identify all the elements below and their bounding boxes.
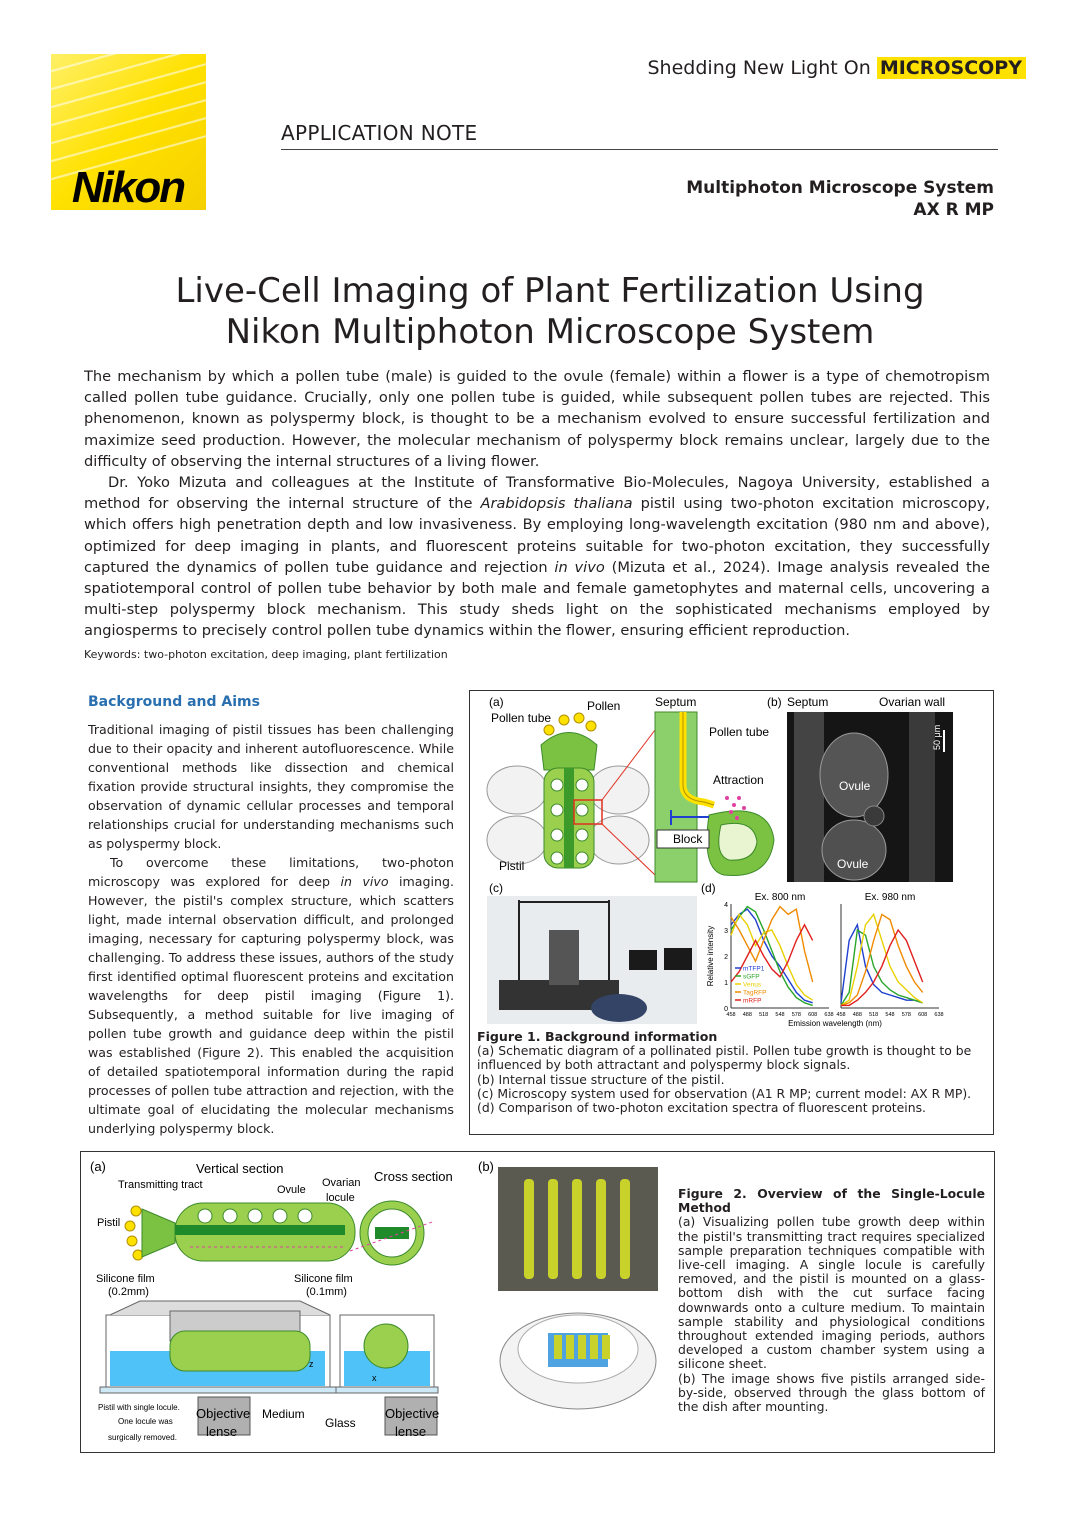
fig2-label-glass: Glass bbox=[325, 1416, 356, 1430]
abstract-paragraph-1: The mechanism by which a pollen tube (male) is guided to the ovule (female) within a flower is a type of chemotropism called pollen tube guidance. Crucially, only one pollen tube is guided, while subsequent pollen tubes are rejected. This phenomenon, known as polyspermy block, is thought to be a mechanism evolved to ensure successful fertilization and maximize seed production. However, the molecular mechanism of polyspermy block remains unclear, largely due to the difficulty of observing the internal structures of a living flower. bbox=[84, 368, 990, 470]
fig1-caption-title: Figure 1. Background information bbox=[477, 1029, 718, 1044]
spectra-y-tick: 0 bbox=[724, 1006, 728, 1013]
tagline-highlight: MICROSCOPY bbox=[877, 57, 1026, 79]
spectra-x-tick: 608 bbox=[808, 1012, 818, 1018]
background-p2-b: imaging. However, the pistil's complex structure, which scatters light, made internal observation difficult, and prolonged imaging, necessary for capturing polyspermy block, was challenging. To address these issues, authors of the study first identified optimal fluorescent proteins and excitation wavelengths for deep pistil imaging (Figure 1). Subsequently, a method suitable for live imaging of pollen tube growth and guidance deep within the pistil was established (Figure 2). This enabled the acquisition of detailed spatiotemporal information during the rapid processes of pollen tube attraction and rejection, with the ultimate goal of elucidating the molecular mechanisms underlying polyspermy block. bbox=[88, 874, 454, 1136]
fig2-label-transmitting: Transmitting tract bbox=[118, 1179, 203, 1191]
spectra-x-tick: 578 bbox=[791, 1012, 801, 1018]
title-line-2: Nikon Multiphoton Microscope System bbox=[225, 312, 875, 352]
fig2-label-silicone-1b: (0.2mm) bbox=[108, 1286, 149, 1298]
background-paragraph-1: Traditional imaging of pistil tissues has been challenging due to their opacity and inherent autofluorescence. While conventional methods like dissection and chemical fixation provide structural insights, they compromise the observation of dynamic cellular processes and temporal relationships crucial for understanding mechanisms such as polyspermy block. bbox=[88, 722, 454, 851]
figure-1-caption bbox=[477, 1030, 977, 1115]
fig1-panel-d-label: (d) bbox=[701, 881, 716, 895]
spectra-x-label: Emission wavelength (nm) bbox=[788, 1019, 882, 1028]
fig1-label-septum: Septum bbox=[655, 695, 697, 709]
spectra-x-tick: 638 bbox=[934, 1012, 944, 1018]
fig2-label-objective-1: Objective bbox=[196, 1406, 251, 1421]
tagline-prefix: Shedding New Light On bbox=[647, 57, 871, 79]
spectra-x-tick: 518 bbox=[869, 1012, 879, 1018]
spectra-y-tick: 1 bbox=[724, 980, 728, 987]
fig1-label-ovule-1: Ovule bbox=[839, 779, 871, 793]
section-heading-background: Background and Aims bbox=[88, 694, 260, 710]
fig2-panel-b-label: (b) bbox=[478, 1159, 494, 1174]
doc-type: APPLICATION NOTE bbox=[281, 121, 478, 145]
fig1-label-block: Block bbox=[673, 832, 703, 846]
fig1-caption-d: (d) Comparison of two-photon excitation spectra of fluorescent proteins. bbox=[477, 1100, 926, 1116]
fig2-panel-a-label: (a) bbox=[90, 1159, 106, 1174]
title-line-1: Live-Cell Imaging of Plant Fertilization Using bbox=[175, 271, 925, 311]
fig2-label-pistil: Pistil bbox=[97, 1217, 121, 1229]
fig1-label-pollen-tube-2: Pollen tube bbox=[709, 725, 770, 739]
brand-text: Nikon bbox=[71, 163, 185, 210]
fig1-caption-a: (a) Schematic diagram of a pollinated pistil. Pollen tube growth is thought to be influenced by both attractant and polyspermy block signals. bbox=[477, 1043, 972, 1073]
spectra-legend-mtfp1: mTFP1 bbox=[743, 965, 765, 973]
fig2-label-silicone-1: Silicone film bbox=[96, 1273, 155, 1285]
spectra-panel-title: Ex. 800 nm bbox=[754, 892, 806, 903]
spectra-x-tick: 548 bbox=[885, 1012, 895, 1018]
fig2-label-objective-2: Objective bbox=[385, 1406, 440, 1421]
abstract-p2-b: pistil using two-photon excitation microscopy, which offers high penetration depth and low invasiveness. By employing long-wavelength excitation (980 nm and above), optimized for deep imaging in plants, and fluorescent proteins suitable for two-photon excitation, they successfully captured the dynamics of pollen tube guidance and rejection bbox=[84, 495, 990, 576]
fig2-label-locule: locule bbox=[326, 1192, 355, 1204]
spectra-x-tick: 548 bbox=[775, 1012, 785, 1018]
background-p2-invivo: in vivo bbox=[340, 874, 389, 889]
abstract-p2-c: (Mizuta et al., 2024). Image analysis revealed the spatiotemporal control of pollen tube behavior by both male and female gametophytes and maternal cells, uncovering a multi-step polyspermy block mechanism. This study sheds light on the sophisticated mechanisms employed by angiosperms to precisely control pollen tube dynamics within the flower, ensuring efficient reproduction. bbox=[84, 558, 991, 640]
fig2-axis-x: x bbox=[372, 1373, 377, 1383]
fig1-scale-bar-label: 50 μm bbox=[932, 724, 942, 750]
spectra-y-tick: 4 bbox=[724, 902, 728, 909]
background-paragraph-2 bbox=[88, 853, 454, 1138]
fig2-label-silicone-2b: (0.1mm) bbox=[306, 1286, 347, 1298]
spectra-legend-venus: Venus bbox=[743, 981, 762, 989]
fig2-label-lense-2: lense bbox=[395, 1424, 427, 1439]
fig2-label-medium: Medium bbox=[262, 1407, 305, 1421]
fig2-label-ovule: Ovule bbox=[277, 1184, 306, 1196]
abstract-p2-species: Arabidopsis thaliana bbox=[480, 495, 633, 513]
fig2-caption-a: (a) Visualizing pollen tube growth deep within the pistil's transmitting tract requires specialized sample preparation techniques compatible with live-cell imaging. A single locule is carefully removed, and the pistil is mounted on a glass-bottom dish with the cut surface facing downwards onto a culture medium. To maintain sample stability and physiological conditions throughout extended imaging periods, authors developed a custom chamber system using a silicone sheet. bbox=[678, 1214, 985, 1372]
fig1-caption-b: (b) Internal tissue structure of the pistil. bbox=[477, 1071, 725, 1087]
background-p2-a: To overcome these limitations, two-photon microscopy was explored for deep bbox=[88, 855, 454, 889]
fig2-label-vertical: Vertical section bbox=[196, 1161, 284, 1176]
vertical-section-schematic bbox=[125, 1201, 435, 1265]
spectra-x-tick: 458 bbox=[726, 1012, 736, 1018]
figure-2-caption bbox=[678, 1187, 985, 1414]
spectra-y-tick: 2 bbox=[724, 954, 728, 961]
fig1-label-ovule-2: Ovule bbox=[837, 857, 869, 871]
fig1-panel-b-label: (b) bbox=[767, 695, 782, 709]
abstract-p2-invivo: in vivo bbox=[554, 558, 605, 576]
spectra-legend-tagrfp: TagRFP bbox=[743, 989, 767, 997]
spectra-x-tick: 608 bbox=[918, 1012, 928, 1018]
nikon-logo-graphic bbox=[51, 54, 206, 210]
fig1-caption-c: (c) Microscopy system used for observation (A1 R MP; current model: AX R MP). bbox=[477, 1085, 972, 1101]
figure-2-graphics bbox=[80, 1151, 680, 1453]
system-line-2: AX R MP bbox=[913, 200, 994, 220]
spectra-x-tick: 488 bbox=[742, 1012, 752, 1018]
fig1-label-pollen-tube: Pollen tube bbox=[491, 711, 552, 725]
fig1-panel-c-label: (c) bbox=[489, 881, 503, 895]
fig2-label-silicone-2: Silicone film bbox=[294, 1273, 353, 1285]
fig1-label-pollen: Pollen bbox=[587, 699, 621, 713]
spectra-x-tick: 488 bbox=[852, 1012, 862, 1018]
fig2-axis-z: z bbox=[309, 1359, 314, 1369]
microscope-photo bbox=[487, 896, 697, 1024]
fig1-panel-a-label: (a) bbox=[489, 695, 504, 709]
fig2-label-single-2: One locule was bbox=[118, 1417, 173, 1426]
fig2-caption-title: Figure 2. Overview of the Single-Locule Method bbox=[678, 1186, 985, 1216]
fig1-label-septum-b: Septum bbox=[787, 695, 829, 709]
spectra-panel-title: Ex. 980 nm bbox=[864, 892, 916, 903]
pistil-schematic bbox=[487, 713, 655, 875]
system-line-1: Multiphoton Microscope System bbox=[686, 178, 994, 198]
spectra-legend-mrfp: mRFP bbox=[743, 997, 762, 1005]
fig1-label-pistil: Pistil bbox=[499, 859, 525, 873]
fig2-caption-b: (b) The image shows five pistils arranged side-by-side, observed through the glass bottom of the dish after mounting. bbox=[678, 1370, 985, 1415]
fig2-label-cross: Cross section bbox=[374, 1169, 453, 1184]
fig2-label-single-3: surgically removed. bbox=[108, 1433, 177, 1442]
spectra-x-tick: 578 bbox=[901, 1012, 911, 1018]
spectra-x-tick: 638 bbox=[824, 1012, 834, 1018]
fig2-label-ovarian: Ovarian bbox=[322, 1177, 361, 1189]
nikon-logo bbox=[51, 54, 206, 210]
figure-1-graphics bbox=[469, 690, 994, 1030]
keywords: Keywords: two-photon excitation, deep imaging, plant fertilization bbox=[84, 648, 448, 661]
spectra-x-tick: 458 bbox=[836, 1012, 846, 1018]
fig1-label-attraction: Attraction bbox=[713, 773, 764, 787]
fig2-label-lense-1: lense bbox=[206, 1424, 238, 1439]
fig1-label-ovarian-wall: Ovarian wall bbox=[879, 695, 946, 709]
spectra-y-tick: 3 bbox=[724, 928, 728, 935]
spectra-legend-sgfp: sGFP bbox=[743, 973, 760, 981]
fig2-label-single-1: Pistil with single locule. bbox=[98, 1403, 180, 1412]
header-divider bbox=[281, 149, 998, 150]
spectra-y-label: Relative intensity bbox=[706, 925, 715, 987]
micrograph-image bbox=[787, 712, 953, 882]
abstract-p2-a: Dr. Yoko Mizuta and colleagues at the Institute of Transformative Bio-Molecules, Nagoya University, established a method for observing the internal structure of the bbox=[84, 474, 990, 513]
spectra-x-tick: 518 bbox=[759, 1012, 769, 1018]
abstract-paragraph-2 bbox=[84, 472, 990, 642]
spectra-chart bbox=[706, 892, 944, 1028]
tagline bbox=[560, 56, 1026, 80]
pistils-photo bbox=[498, 1167, 658, 1409]
